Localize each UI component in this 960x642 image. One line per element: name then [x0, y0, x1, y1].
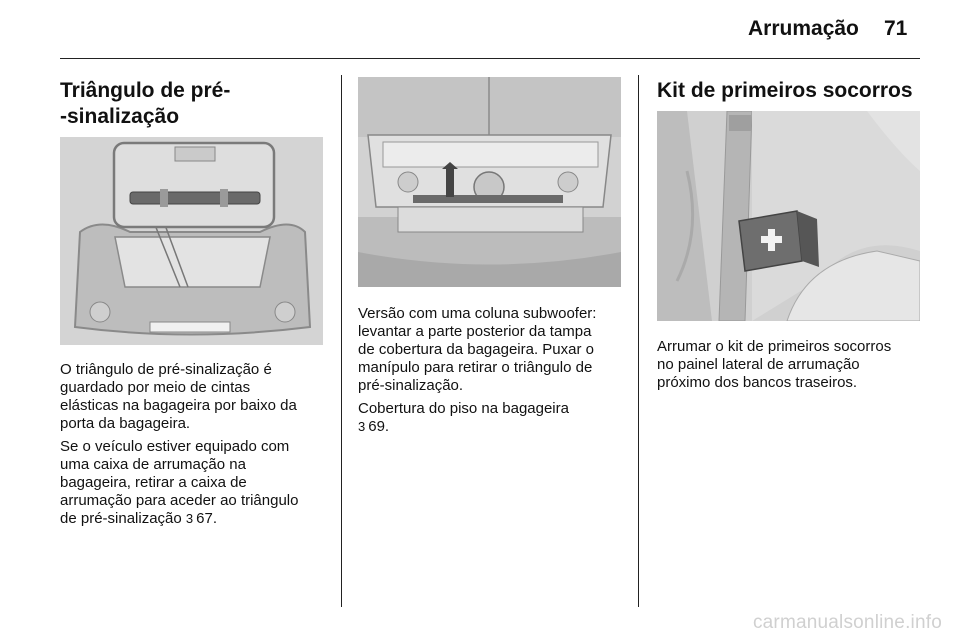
text-line: Arrumar o kit de primeiros socorros	[657, 338, 892, 355]
header-rule	[60, 58, 920, 59]
text-line: uma caixa de arrumação na	[60, 456, 246, 473]
title-line-2: -sinalização	[60, 105, 180, 128]
page-ref-number: 69.	[368, 418, 390, 435]
figure-first-aid-kit-location	[657, 111, 920, 321]
text-line: levantar a parte posterior da tampa	[358, 323, 592, 340]
section-title-first-aid-kit: Kit de primeiros socorros	[657, 79, 913, 102]
paragraph-3	[358, 305, 596, 395]
text-line: Versão com uma coluna subwoofer:	[358, 305, 597, 322]
text-line: elásticas na bagageira por baixo da	[60, 397, 297, 414]
title-line-1: Triângulo de pré-	[60, 79, 231, 102]
page-ref-icon: 3	[185, 511, 194, 526]
paragraph-4	[358, 400, 569, 436]
page-reference-link[interactable]	[358, 418, 389, 435]
page-number: 71	[884, 17, 908, 40]
paragraph-5	[657, 338, 891, 392]
column-divider-1	[341, 75, 342, 607]
column-divider-2	[638, 75, 639, 607]
text-line: pré-sinalização.	[358, 377, 464, 394]
text-line: Cobertura do piso na bagageira	[358, 400, 569, 417]
paragraph-2	[60, 438, 298, 528]
page-ref-number: 67.	[196, 510, 218, 527]
paragraph-1	[60, 361, 297, 433]
running-header-section: Arrumação	[748, 17, 859, 40]
text-line: arrumação para aceder ao triângulo	[60, 492, 299, 509]
text-line: guardado por meio de cintas	[60, 379, 251, 396]
text-line: de pré-sinalização	[60, 510, 182, 527]
watermark: carmanualsonline.info	[752, 612, 942, 633]
text-line: de cobertura da bagageira. Puxar o	[358, 341, 594, 358]
text-line: no painel lateral de arrumação	[657, 356, 860, 373]
figure-warning-triangle-location	[60, 137, 323, 345]
text-line: manípulo para retirar o triângulo de	[358, 359, 593, 376]
text-line: Se o veículo estiver equipado com	[60, 438, 290, 455]
figure-trunk-subwoofer	[358, 77, 621, 287]
text-line: porta da bagageira.	[60, 415, 191, 432]
section-title-warning-triangle	[60, 78, 230, 130]
page-reference-link[interactable]	[186, 510, 217, 527]
text-line: O triângulo de pré-sinalização é	[60, 361, 272, 378]
page-ref-icon: 3	[358, 419, 366, 434]
text-line: bagageira, retirar a caixa de	[60, 474, 247, 491]
text-line: próximo dos bancos traseiros.	[657, 374, 858, 391]
